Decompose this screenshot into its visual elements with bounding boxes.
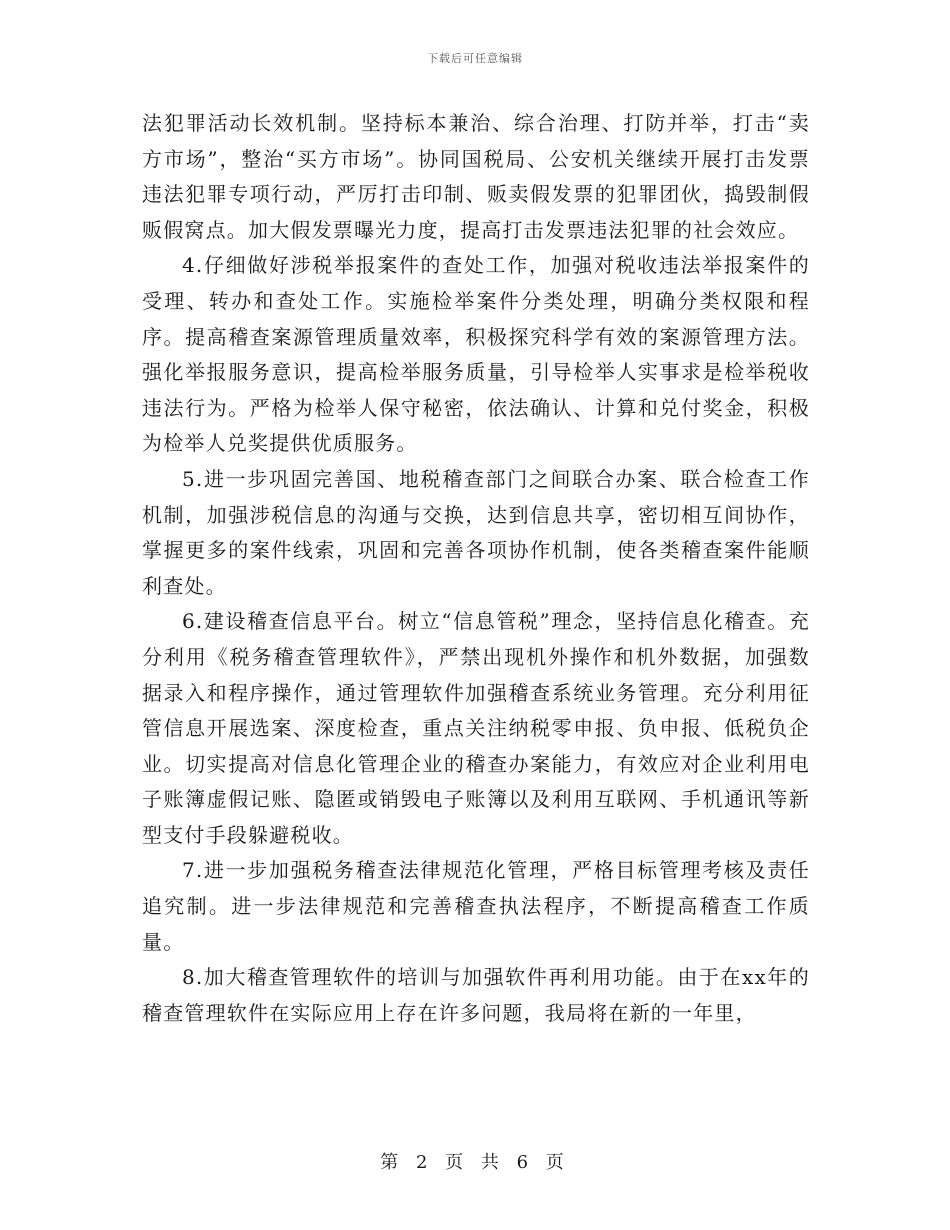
paragraph-item-7: 7.进一步加强税务稽查法律规范化管理，严格目标管理考核及责任追究制。进一步法律规范和完善稽查执法程序，不断提高稽查工作质量。 [142, 858, 810, 954]
paragraph-item-4: 4.仔细做好涉税举报案件的查处工作，加强对税收违法举报案件的受理、转办和查处工作。实施检举案件分类处理，明确分类权限和程序。提高稽查案源管理质量效率，积极探究科学有效的案源管理方法。强化举报服务意识，提高检举服务质量，引导检举人实事求是检举税收违法行为。严格为检举人保守秘密，依法确认、计算和兑付奖金，积极为检举人兑奖提供优质服务。 [142, 253, 810, 456]
paragraph-item-6: 6.建设稽查信息平台。树立“信息管税”理念，坚持信息化稽查。充分利用《税务稽查管理软件》，严禁出现机外操作和机外数据，加强数据录入和程序操作，通过管理软件加强稽查系统业务管理。充分利用征管信息开展选案、深度检查，重点关注纳税零申报、负申报、低税负企业。切实提高对信息化管理企业的稽查办案能力，有效应对企业利用电子账簿虚假记账、隐匿或销毁电子账簿以及利用互联网、手机通讯等新型支付手段躲避税收。 [142, 609, 810, 847]
paragraph-continuation: 法犯罪活动长效机制。坚持标本兼治、综合治理、打防并举，打击“卖方市场”，整治“买方市场”。协同国税局、公安机关继续开展打击发票违法犯罪专项行动，严厉打击印制、贩卖假发票的犯罪团伙，捣毁制假贩假窝点。加大假发票曝光力度，提高打击发票违法犯罪的社会效应。 [142, 111, 810, 242]
page-number-footer: 第 2 页 共 6 页 [380, 1152, 570, 1173]
document-body [142, 106, 810, 1031]
paragraph-item-5: 5.进一步巩固完善国、地税稽查部门之间联合办案、联合检查工作机制，加强涉税信息的沟通与交换，达到信息共享，密切相互间协作，掌握更多的案件线索，巩固和完善各项协作机制，使各类稽查案件能顺利查处。 [142, 466, 810, 598]
page-header: 下载后可任意编辑 [427, 52, 523, 65]
paragraph-item-8: 8.加大稽查管理软件的培训与加强软件再利用功能。由于在xx年的稽查管理软件在实际应用上存在许多问题，我局将在新的一年里， [142, 965, 810, 1025]
